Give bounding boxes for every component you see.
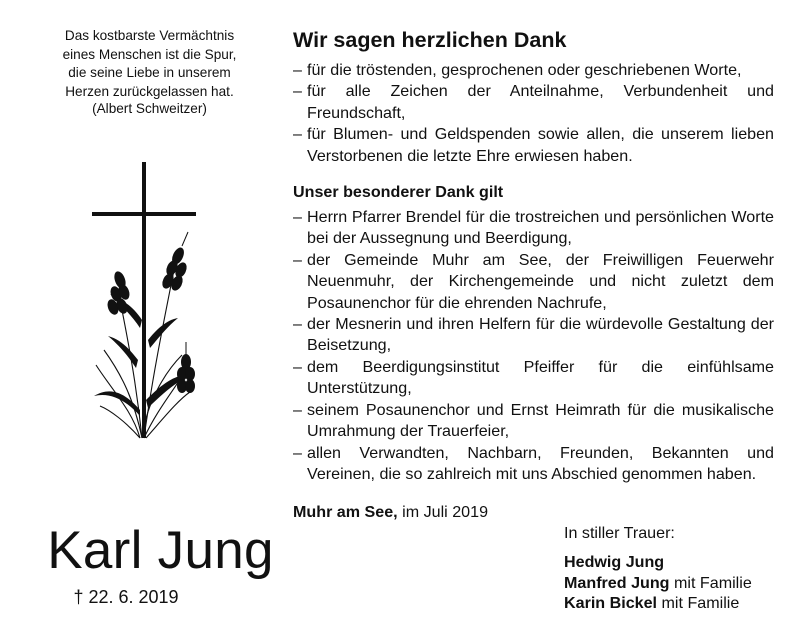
death-date: † 22. 6. 2019: [73, 587, 179, 607]
mourner-name: Karin Bickel: [564, 594, 658, 612]
thanks-heading: Wir sagen herzlichen Dank: [293, 28, 567, 52]
mourners: [564, 523, 752, 614]
quote-line: die seine Liebe in unserem: [68, 65, 231, 80]
list-item: – für die tröstenden, gesprochenen oder geschriebenen Worte,: [293, 60, 774, 81]
dash: –: [293, 250, 302, 269]
special-thanks-list: [293, 207, 774, 485]
mourner-row: [564, 593, 752, 614]
place-date: [293, 502, 774, 523]
dash: –: [293, 357, 302, 376]
dash: –: [293, 315, 302, 334]
mourner-row: [564, 552, 752, 573]
list-item: – allen Verwandten, Nachbarn, Freunden, Bekannten und Vereinen, die so zahlreich mit uns Abschied genommen haben.: [293, 443, 774, 483]
mourner-name: Manfred Jung: [564, 573, 670, 592]
mourners-lead: In stiller Trauer:: [564, 524, 675, 542]
dash: –: [293, 443, 302, 462]
mourner-suffix: mit Familie: [674, 573, 752, 592]
dash: –: [293, 400, 302, 419]
dash: –: [293, 61, 302, 79]
list-item: – dem Beerdigungsinstitut Pfeiffer für die einfühlsame Unterstützung,: [293, 357, 774, 398]
dash: –: [293, 125, 302, 144]
mourner-suffix: mit Familie: [661, 594, 740, 612]
thanks-list: [293, 60, 774, 167]
quote-line: Das kostbarste Vermächtnis: [64, 28, 235, 43]
list-item: – für Blumen- und Geldspenden sowie allen, die unserem lieben Verstorbenen die letzte Ehre erwiesen haben.: [293, 125, 774, 165]
list-item: – Herrn Pfarrer Brendel für die trostreichen und persönlichen Worte bei der Aussegnung und Beerdigung,: [293, 208, 774, 248]
list-item: – für alle Zeichen der Anteilnahme, Verbundenheit und Freundschaft,: [293, 82, 774, 122]
dash: –: [293, 82, 302, 101]
date: im Juli 2019: [402, 503, 489, 522]
dash: –: [293, 208, 302, 227]
quote-author: (Albert Schweitzer): [92, 101, 207, 116]
list-item: – der Mesnerin und ihren Helfern für die würdevolle Gestaltung der Beisetzung,: [293, 315, 774, 355]
special-thanks-heading: Unser besonderer Dank gilt: [293, 183, 504, 202]
list-item: – seinem Posaunenchor und Ernst Heimrath für die musikalische Umrahmung der Trauerfeier,: [293, 400, 774, 441]
place: Muhr am See,: [293, 503, 398, 522]
mourner-name: Hedwig Jung: [564, 553, 665, 571]
mourner-row: [564, 573, 752, 594]
cross-with-wheat-icon: [82, 160, 212, 445]
list-item: – der Gemeinde Muhr am See, der Freiwilligen Feuerwehr Neuenmuhr, der Kirchengemeinde und nicht zuletzt dem Posaunenchor für die ehrenden Nachrufe,: [293, 250, 774, 312]
quote-line: Herzen zurückgelassen hat.: [65, 83, 234, 99]
thanks-section: [293, 26, 774, 523]
deceased-name: Karl Jung: [47, 521, 274, 580]
quote-line: eines Menschen ist die Spur,: [62, 46, 237, 62]
quote: [28, 27, 271, 101]
